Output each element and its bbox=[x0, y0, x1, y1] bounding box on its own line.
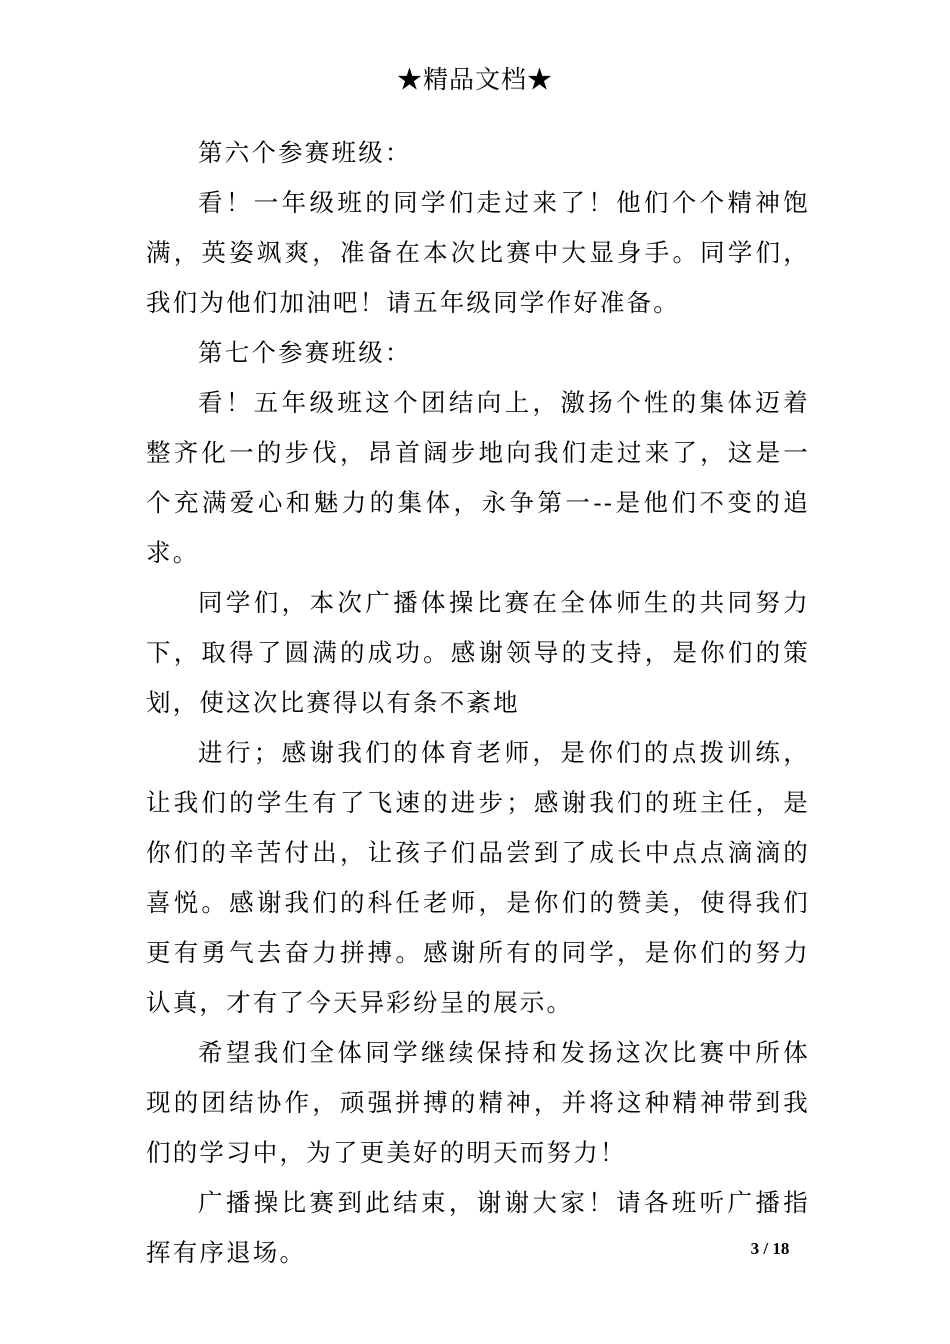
paragraph-class-5-intro: 看！五年级班这个团结向上，激扬个性的集体迈着整齐化一的步伐，昂首阔步地向我们走过来了，这是一个充满爱心和魅力的集体，永争第一--是他们不变的追求。 bbox=[146, 388, 810, 567]
paragraph-closing-thanks-continued: 进行；感谢我们的体育老师，是你们的点拨训练，让我们的学生有了飞速的进步；感谢我们的班主任，是你们的辛苦付出，让孩子们品尝到了成长中点点滴滴的喜悦。感谢我们的科任老师，是你们的赞美，使得我们更有勇气去奋力拼搏。感谢所有的同学，是你们的努力认真，才有了今天异彩纷呈的展示。 bbox=[146, 738, 810, 1017]
page-header-title: ★精品文档★ bbox=[396, 65, 553, 94]
paragraph-closing-thanks-start: 同学们，本次广播体操比赛在全体师生的共同努力下，取得了圆满的成功。感谢领导的支持，是你们的策划，使这次比赛得以有条不紊地 bbox=[146, 588, 810, 717]
document-body bbox=[146, 128, 810, 1278]
page-number: 3 / 18 bbox=[750, 1239, 790, 1258]
paragraph-section-heading-7: 第七个参赛班级： bbox=[198, 338, 412, 367]
paragraph-section-heading-6: 第六个参赛班级： bbox=[198, 138, 412, 167]
paragraph-ending: 广播操比赛到此结束，谢谢大家！请各班听广播指挥有序退场。 bbox=[146, 1188, 810, 1267]
paragraph-hope: 希望我们全体同学继续保持和发扬这次比赛中所体现的团结协作，顽强拼搏的精神，并将这种精神带到我们的学习中，为了更美好的明天而努力！ bbox=[146, 1038, 810, 1167]
paragraph-class-1-intro: 看！一年级班的同学们走过来了！他们个个精神饱满，英姿飒爽，准备在本次比赛中大显身手。同学们，我们为他们加油吧！请五年级同学作好准备。 bbox=[146, 188, 810, 317]
